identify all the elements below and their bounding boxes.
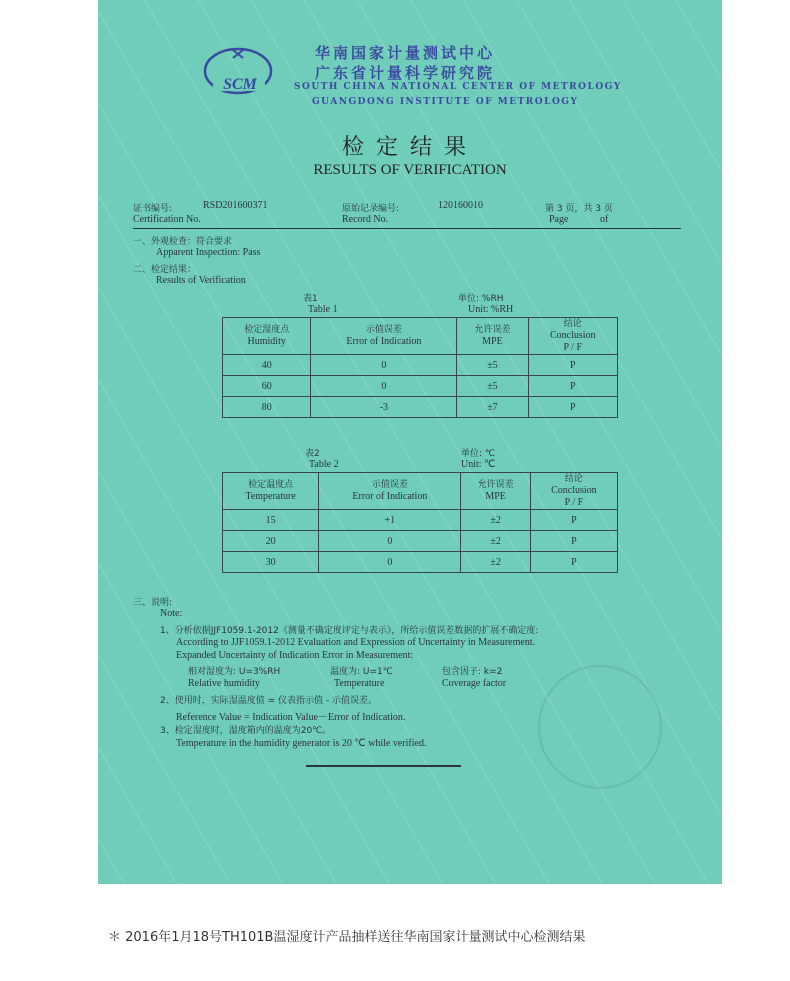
table-cell: +1 <box>319 510 461 531</box>
table-cell: -3 <box>311 397 457 418</box>
table-row <box>223 552 618 573</box>
table2-caption-en: Table 2 <box>309 459 339 470</box>
org-name-cn-2: 广东省计量科学研究院 <box>315 64 496 82</box>
uncertainty-temp-en: Temperature <box>334 678 385 689</box>
table-cell: 60 <box>223 376 311 397</box>
humidity-table <box>222 317 618 418</box>
header-cell: 结论 Conclusion P / F <box>530 473 617 510</box>
scm-logo-text: SCM <box>223 76 257 93</box>
table-header-row <box>223 473 618 510</box>
table-cell: ±7 <box>457 397 528 418</box>
table-row <box>223 510 618 531</box>
note2-en: Reference Value = Indication Value－Error of Indication. <box>176 712 406 723</box>
table-cell: 15 <box>223 510 319 531</box>
table-cell: 0 <box>319 552 461 573</box>
table-cell: P <box>530 510 617 531</box>
table1-caption-cn: 表1 <box>303 294 318 304</box>
uncertainty-temp-cn: 温度为: U=1℃ <box>330 667 393 677</box>
coverage-factor-en: Coverage factor <box>442 678 507 689</box>
title-en: RESULTS OF VERIFICATION <box>313 162 507 178</box>
table-cell: 80 <box>223 397 311 418</box>
table2-unit-cn: 单位: ℃ <box>461 449 496 459</box>
note1-cn: 1、分析依据JJF1059.1-2012《测量不确定度评定与表示》，所给示值误差数据的扩展不确定度: <box>160 626 539 636</box>
apparent-inspection-en: Apparent Inspection: Pass <box>156 247 261 258</box>
header-cell: 检定温度点 Temperature <box>223 473 319 510</box>
temperature-table <box>222 472 618 573</box>
header-cell: 示值误差 Error of Indication <box>319 473 461 510</box>
scm-logo <box>203 44 273 98</box>
note3-en: Temperature in the humidity generator is 20 ℃ while verified. <box>176 738 427 749</box>
table2-caption-cn: 表2 <box>305 449 320 459</box>
table-cell: 0 <box>311 355 457 376</box>
note1-en-2: Expanded Uncertainty of Indication Error in Measurement: <box>176 650 414 661</box>
table-cell: P <box>528 376 618 397</box>
table-cell: 40 <box>223 355 311 376</box>
header-cell: 允许误差 MPE <box>457 318 528 355</box>
header-divider <box>133 228 681 229</box>
record-label-cn: 原始记录编号: <box>342 204 400 214</box>
table-row <box>223 531 618 552</box>
header-cell: 结论 Conclusion P / F <box>528 318 618 355</box>
cert-label-en: Certification No. <box>133 214 201 225</box>
table-cell: P <box>530 531 617 552</box>
table-cell: ±2 <box>461 531 530 552</box>
table-cell: 30 <box>223 552 319 573</box>
notes-heading-cn: 三、说明: <box>133 598 173 608</box>
apparent-inspection-cn: 一、外观检查：符合要求 <box>133 237 233 247</box>
table1-unit-cn: 单位: %RH <box>458 294 504 304</box>
table-cell: 20 <box>223 531 319 552</box>
header-cell: 允许误差 MPE <box>461 473 530 510</box>
table-cell: ±5 <box>457 355 528 376</box>
table1-unit-en: Unit: %RH <box>468 304 514 315</box>
notes-heading-en: Note: <box>160 608 183 619</box>
official-seal <box>538 665 662 789</box>
table-row <box>223 376 618 397</box>
page-count-cn: 第 3 页，共 3 页 <box>545 204 613 214</box>
title-cn: 检定结果 <box>341 135 478 160</box>
org-name-cn-1: 华南国家计量测试中心 <box>315 44 496 62</box>
record-number: 120160010 <box>438 200 483 211</box>
org-name-en-2: GUANGDONG INSTITUTE OF METROLOGY <box>312 97 579 107</box>
record-label-en: Record No. <box>342 214 389 225</box>
certificate-sheet <box>98 0 722 884</box>
table-row <box>223 397 618 418</box>
of-label-en: of <box>600 214 609 225</box>
uncertainty-rh-en: Relative humidity <box>188 678 260 689</box>
table-cell: P <box>530 552 617 573</box>
header-cell: 示值误差 Error of Indication <box>311 318 457 355</box>
table-cell: 0 <box>311 376 457 397</box>
note2-cn: 2、使用时，实际湿温度值 = 仪表指示值 - 示值误差。 <box>160 696 377 706</box>
results-heading-cn: 二、检定结果： <box>133 265 197 275</box>
table-cell: ±5 <box>457 376 528 397</box>
table2-unit-en: Unit: ℃ <box>461 459 496 470</box>
page-label-en: Page <box>549 214 569 225</box>
table-header-row <box>223 318 618 355</box>
header-cell: 检定湿度点 Humidity <box>223 318 311 355</box>
table-cell: P <box>528 355 618 376</box>
coverage-factor-cn: 包含因子: k=2 <box>442 667 503 677</box>
note1-en: According to JJF1059.1-2012 Evaluation and Expression of Uncertainty in Measurement. <box>176 637 536 648</box>
table-cell: ±2 <box>461 552 530 573</box>
signature-line <box>306 765 461 767</box>
org-name-en-1: SOUTH CHINA NATIONAL CENTER OF METROLOGY <box>294 82 622 92</box>
table-cell: 0 <box>319 531 461 552</box>
uncertainty-rh-cn: 相对湿度为: U=3%RH <box>188 667 281 677</box>
table-cell: P <box>528 397 618 418</box>
table-cell: ±2 <box>461 510 530 531</box>
note3-cn: 3、检定湿度时，湿度箱内的温度为20℃。 <box>160 726 332 736</box>
table1-caption-en: Table 1 <box>308 304 338 315</box>
cert-label-cn: 证书编号: <box>133 204 173 214</box>
image-caption: ＊ 2016年1月18号TH101B温湿度计产品抽样送往华南国家计量测试中心检测结果 <box>108 930 586 945</box>
table-row <box>223 355 618 376</box>
cert-number: RSD201600371 <box>203 200 268 211</box>
results-heading-en: Results of Verification <box>156 275 246 286</box>
